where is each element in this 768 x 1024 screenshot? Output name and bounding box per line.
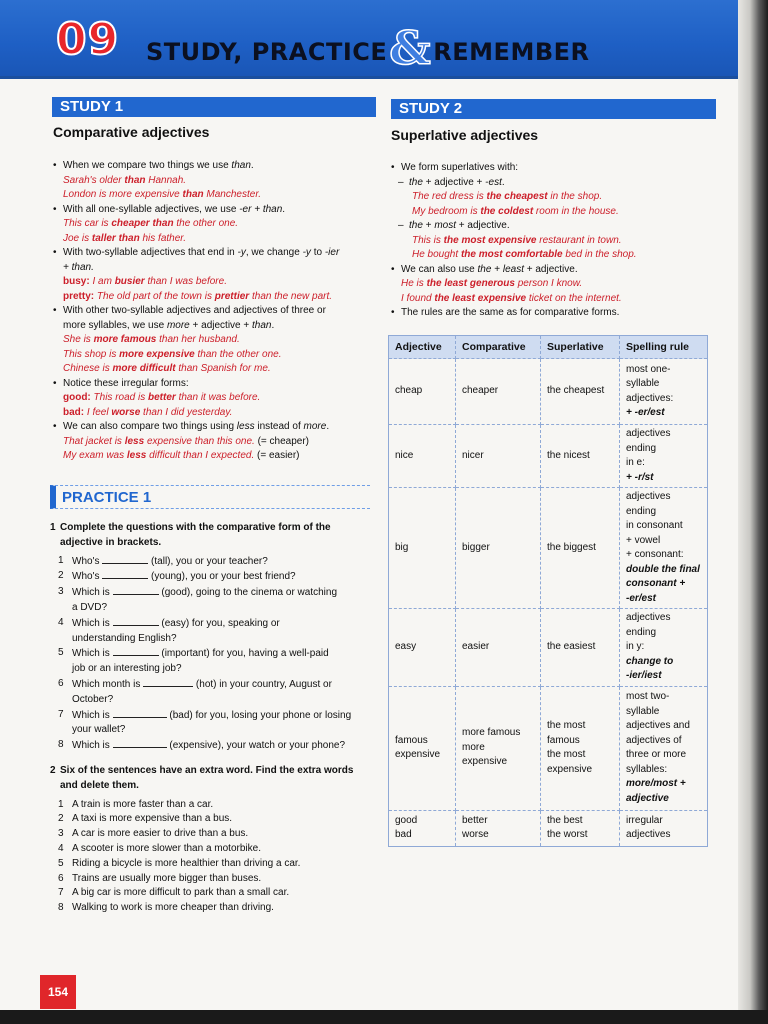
answer-blank[interactable]: [113, 616, 159, 626]
study1-title: Comparative adjectives: [53, 124, 210, 140]
study1-header: STUDY 1: [52, 97, 376, 117]
example: busy: I am busier than I was before.: [63, 276, 227, 287]
table-row: [389, 686, 708, 810]
table-cell: the nicest: [541, 425, 620, 488]
table-row: [389, 488, 708, 609]
table-cell: cheap: [389, 359, 456, 425]
answer-blank[interactable]: [102, 569, 148, 579]
answer-blank[interactable]: [113, 585, 159, 595]
sentence-item: 8 Walking to work is more cheaper than driving.: [58, 902, 274, 914]
answer-blank[interactable]: [102, 554, 148, 564]
unit-title: [146, 21, 590, 75]
answer-blank[interactable]: [113, 646, 159, 656]
example: This is the most expensive restaurant in town.: [412, 234, 622, 246]
example: pretty: The old part of the town is prettier than the new part.: [63, 290, 333, 302]
page-spine-shadow: [738, 0, 768, 1024]
example: good: This road is better than it was before.: [63, 392, 261, 403]
table-row: [389, 810, 708, 846]
example: I found the least expensive ticket on the internet.: [401, 292, 622, 304]
question-item: 3 Which is (good), going to the cinema or watching a DVD?: [58, 586, 338, 613]
sentence-item: 7 A big car is more difficult to park than a small car.: [58, 887, 290, 899]
table-row: [389, 425, 708, 488]
question-item: 1 Who's (tall), you or your teacher?: [58, 554, 268, 567]
study2-dash: – the + most + adjective.: [398, 219, 720, 234]
table-cell: bigger: [456, 488, 541, 609]
table-row: [389, 609, 708, 687]
study2-dash: – the + adjective + -est.: [398, 176, 720, 191]
question-item: 4 Which is (easy) for you, speaking or understanding English?: [58, 616, 280, 644]
table-cell: big: [389, 488, 456, 609]
example: Chinese is more difficult than Spanish for me.: [63, 363, 271, 374]
table-row: [389, 359, 708, 425]
unit-title-left: STUDY, PRACTICE: [146, 38, 388, 66]
study1-body: [52, 159, 372, 464]
table-cell: better worse: [456, 810, 541, 846]
example: She is more famous than her husband.: [63, 334, 240, 345]
superlative-table: [388, 335, 708, 847]
example: He bought the most comfortable bed in the shop.: [412, 249, 637, 260]
answer-blank[interactable]: [113, 708, 167, 718]
question-item: 7 Which is (bad) for you, losing your phone or losing your wallet?: [58, 708, 352, 736]
table-header: Superlative: [541, 336, 620, 359]
study1-bullet: • With all one-syllable adjectives, we use -er + than.: [52, 203, 372, 218]
example: This car is cheaper than the other one.: [63, 218, 239, 229]
table-cell: the easiest: [541, 609, 620, 687]
sentence-item: 2 A taxi is more expensive than a bus.: [58, 813, 233, 825]
sentence-item: 6 Trains are usually more bigger than buses.: [58, 872, 262, 884]
example: He is the least generous person I know.: [401, 278, 583, 289]
table-cell: the best the worst: [541, 810, 620, 846]
table-cell: nice: [389, 425, 456, 488]
example: bad: I feel worse than I did yesterday.: [63, 406, 233, 418]
study2-bullet: • We can also use the + least + adjective.: [390, 263, 720, 278]
page-number: 154: [40, 975, 76, 1009]
example: My bedroom is the coldest room in the house.: [412, 205, 619, 217]
sentence-item: 4 A scooter is more slower than a motorbike.: [58, 842, 261, 854]
table-cell: most two- syllable adjectives and adjectives of three or more syllables: more/most + adjective: [620, 686, 708, 810]
study2-bullet: • We form superlatives with:: [390, 161, 720, 176]
table-cell: cheaper: [456, 359, 541, 425]
example: My exam was less difficult than I expected. (= easier): [63, 450, 300, 461]
table-cell: adjectives ending in e: + -r/st: [620, 425, 708, 488]
question-item: 2 Who's (young), you or your best friend?: [58, 570, 296, 583]
table-cell: nicer: [456, 425, 541, 488]
study1-bullet: • Notice these irregular forms:: [52, 377, 372, 392]
question-item: 8 Which is (expensive), your watch or your phone?: [58, 739, 346, 752]
unit-number: 09: [56, 14, 120, 65]
table-cell: good bad: [389, 810, 456, 846]
table-cell: easier: [456, 609, 541, 687]
table-header: Spelling rule: [620, 336, 708, 359]
table-cell: the most famous the most expensive: [541, 686, 620, 810]
example: That jacket is less expensive than this one. (= cheaper): [63, 435, 310, 447]
table-cell: adjectives ending in y: change to -ier/iest: [620, 609, 708, 687]
unit-header: [0, 0, 752, 79]
example: Joe is taller than his father.: [63, 232, 187, 244]
example: This shop is more expensive than the other one.: [63, 348, 282, 360]
answer-blank[interactable]: [113, 738, 167, 748]
table-cell: adjectives ending in consonant + vowel + consonant: double the final consonant + -er/est: [620, 488, 708, 609]
unit-title-ampersand: &: [389, 21, 432, 75]
study1-bullet: • When we compare two things we use than.: [52, 159, 372, 174]
table-cell: the biggest: [541, 488, 620, 609]
example: London is more expensive than Manchester.: [63, 189, 262, 200]
question-item: 5 Which is (important) for you, having a well-paid job or an interesting job?: [58, 647, 329, 675]
table-cell: famous expensive: [389, 686, 456, 810]
study2-header: STUDY 2: [391, 99, 716, 119]
study1-bullet: • With two-syllable adjectives that end in -y, we change -y to -ier + than.: [52, 246, 372, 275]
task-instruction: 2 Six of the sentences have an extra word. Find the extra words and delete them.: [50, 764, 354, 791]
example: Sarah's older than Hannah.: [63, 174, 187, 186]
study2-bullet: • The rules are the same as for comparative forms.: [390, 306, 720, 321]
table-cell: irregular adjectives: [620, 810, 708, 846]
page-bottom-edge: [0, 1010, 768, 1024]
example: The red dress is the cheapest in the shop.: [412, 191, 603, 202]
table-header: Comparative: [456, 336, 541, 359]
sentence-item: 1 A train is more faster than a car.: [58, 798, 214, 810]
study1-bullet: • We can also compare two things using less instead of more.: [52, 420, 372, 435]
table-cell: easy: [389, 609, 456, 687]
study2-body: [390, 161, 720, 321]
study2-title: Superlative adjectives: [391, 127, 539, 143]
unit-title-right: REMEMBER: [433, 38, 590, 66]
table-header-row: [389, 336, 708, 359]
sentence-item: 3 A car is more easier to drive than a bus.: [58, 828, 249, 840]
task-instruction: 1 Complete the questions with the comparative form of the adjective in brackets.: [50, 522, 331, 548]
study1-bullet: • With other two-syllable adjectives and adjectives of three or more syllables, we use more + adjective + than.: [52, 304, 372, 333]
table-header: Adjective: [389, 336, 456, 359]
answer-blank[interactable]: [143, 677, 193, 687]
sentence-item: 5 Riding a bicycle is more healthier than driving a car.: [58, 857, 301, 869]
question-item: 6 Which month is (hot) in your country, August or October?: [58, 677, 332, 705]
table-cell: most one- syllable adjectives: + -er/est: [620, 359, 708, 425]
table-cell: the cheapest: [541, 359, 620, 425]
practice1-body: [50, 521, 370, 916]
table-cell: more famous more expensive: [456, 686, 541, 810]
practice1-header: PRACTICE 1: [50, 485, 370, 509]
